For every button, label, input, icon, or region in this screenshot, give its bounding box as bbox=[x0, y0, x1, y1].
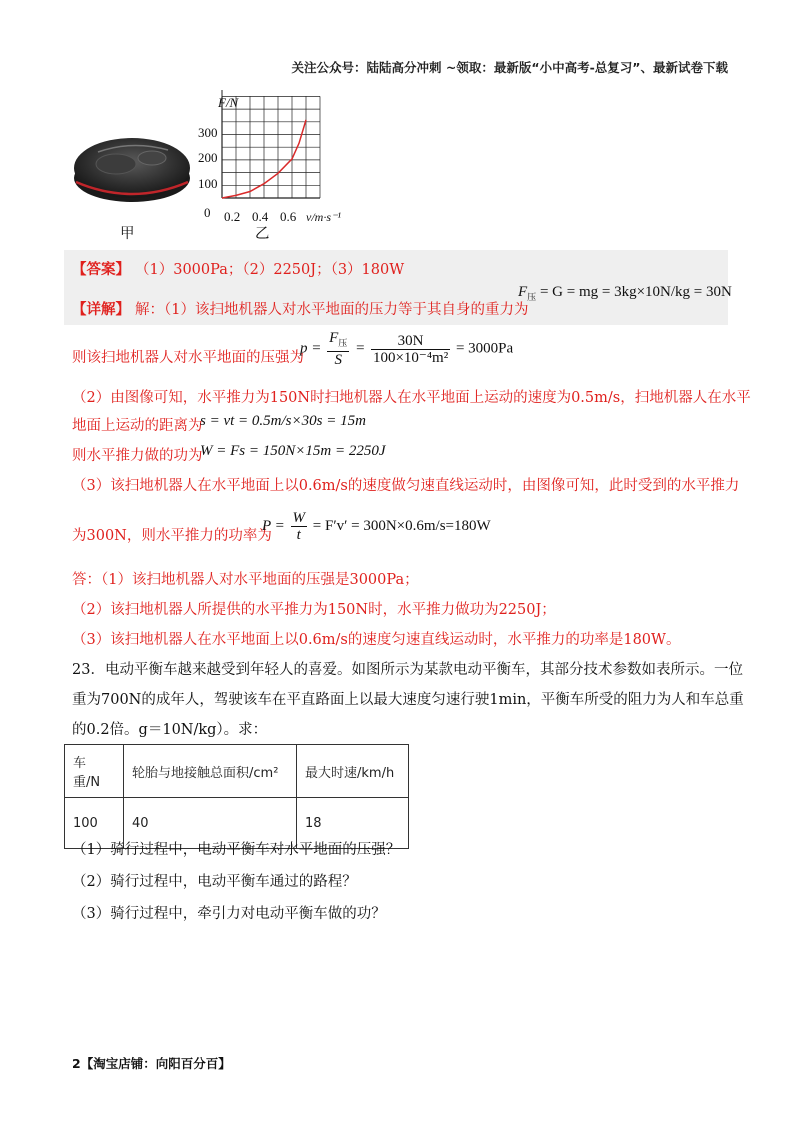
detail-line5: 则水平推力做的功为 bbox=[72, 448, 203, 464]
q23-line2: 重为700N的成年人，驾驶该车在平直路面上以最大速度匀速行驶1min，平衡车所受的阻力为人和车总重 bbox=[72, 692, 744, 708]
detail-line3: （2）由图像可知，水平推力为150N时扫地机器人在水平地面上运动的速度为0.5m/s，扫地机器人在水平 bbox=[72, 390, 751, 406]
y-tick-200: 200 bbox=[198, 150, 218, 165]
table-header-cell: 最大时速/km/h bbox=[297, 745, 409, 798]
table-cell: 100 bbox=[65, 798, 124, 849]
spec-table bbox=[64, 744, 409, 849]
q23-line1: 23．电动平衡车越来越受到年轻人的喜爱。如图所示为某款电动平衡车，其部分技术参数如表所示。一位 bbox=[72, 662, 743, 678]
detail-lead: 解：（1）该扫地机器人对水平地面的压力等于其自身的重力为 bbox=[135, 302, 529, 318]
table-cell: 40 bbox=[124, 798, 297, 849]
conclusion-line1: 答：（1）该扫地机器人对水平地面的压强是3000Pa； bbox=[72, 572, 419, 588]
force-velocity-chart bbox=[196, 90, 366, 230]
answer-text: （1）3000Pa；（2）2250J；（3）180W bbox=[135, 262, 405, 278]
figure-label-left: 甲 bbox=[120, 226, 135, 242]
detail-line4: 地面上运动的距离为 bbox=[72, 418, 203, 434]
table-header-row bbox=[65, 745, 409, 798]
origin-label: 0 bbox=[204, 205, 211, 220]
robot-vacuum-image bbox=[68, 124, 196, 208]
x-tick-0.4: 0.4 bbox=[252, 209, 269, 224]
formula-power: P = $\frac{W}{t}$ = F′v′ = 300N×0.6m/s=180W bbox=[262, 510, 491, 543]
figure-label-right: 乙 bbox=[255, 226, 270, 242]
y-axis-label-text: F/N bbox=[218, 95, 239, 110]
y-tick-300: 300 bbox=[198, 125, 218, 140]
detail-line7: 为300N，则水平推力的功率为 bbox=[72, 528, 272, 544]
answer-tag: 【答案】 bbox=[72, 262, 130, 278]
detail-tag: 【详解】 bbox=[72, 302, 130, 318]
table-header-cell: 轮胎与地接触总面积/cm² bbox=[124, 745, 297, 798]
detail-line2: 则该扫地机器人对水平地面的压强为 bbox=[72, 350, 304, 366]
table-header-cell: 车 重/N bbox=[65, 745, 124, 798]
x-axis-label: v/m·s⁻¹ bbox=[306, 210, 341, 224]
formula-distance: s = vt = 0.5m/s×30s = 15m bbox=[200, 413, 366, 429]
formula-work: W = Fs = 150N×15m = 2250J bbox=[200, 443, 386, 459]
y-axis-label bbox=[217, 95, 240, 110]
formula-pressure: p = $\frac{F_压}{S}$ = $\frac{30N}{\text{100×10⁻⁴m²}}$ = 3000Pa bbox=[300, 330, 514, 368]
q23-line3: 的0.2倍。g＝10N/kg）。求： bbox=[72, 722, 268, 738]
y-tick-100: 100 bbox=[198, 176, 218, 191]
svg-text:F/N bbox=[217, 95, 240, 110]
conclusion-line2: （2）该扫地机器人所提供的水平推力为150N时，水平推力做功为2250J； bbox=[72, 602, 556, 618]
x-tick-0.6: 0.6 bbox=[280, 209, 297, 224]
question-2: （2）骑行过程中，电动平衡车通过的路程？ bbox=[72, 874, 357, 890]
question-1: （1）骑行过程中，电动平衡车对水平地面的压强？ bbox=[72, 842, 401, 858]
conclusion-line3: （3）该扫地机器人在水平地面上以0.6m/s的速度匀速直线运动时，水平推力的功率是180W。 bbox=[72, 632, 681, 648]
table-cell: 18 bbox=[297, 798, 409, 849]
formula-pressure-force: $F_压 = G$ = mg = 3kg×10N/kg = 30N bbox=[518, 284, 732, 302]
page-header: 关注公众号：陆陆高分冲刺 ~领取：最新版“小中高考-总复习”、最新试卷下载 bbox=[291, 60, 728, 75]
question-3: （3）骑行过程中，牵引力对电动平衡车做的功？ bbox=[72, 906, 386, 922]
page-footer: 2【淘宝店铺：向阳百分百】 bbox=[72, 1056, 231, 1071]
detail-line6: （3）该扫地机器人在水平地面上以0.6m/s的速度做匀速直线运动时，由图像可知，此时受到的水平推力 bbox=[72, 478, 740, 494]
x-tick-0.2: 0.2 bbox=[224, 209, 241, 224]
